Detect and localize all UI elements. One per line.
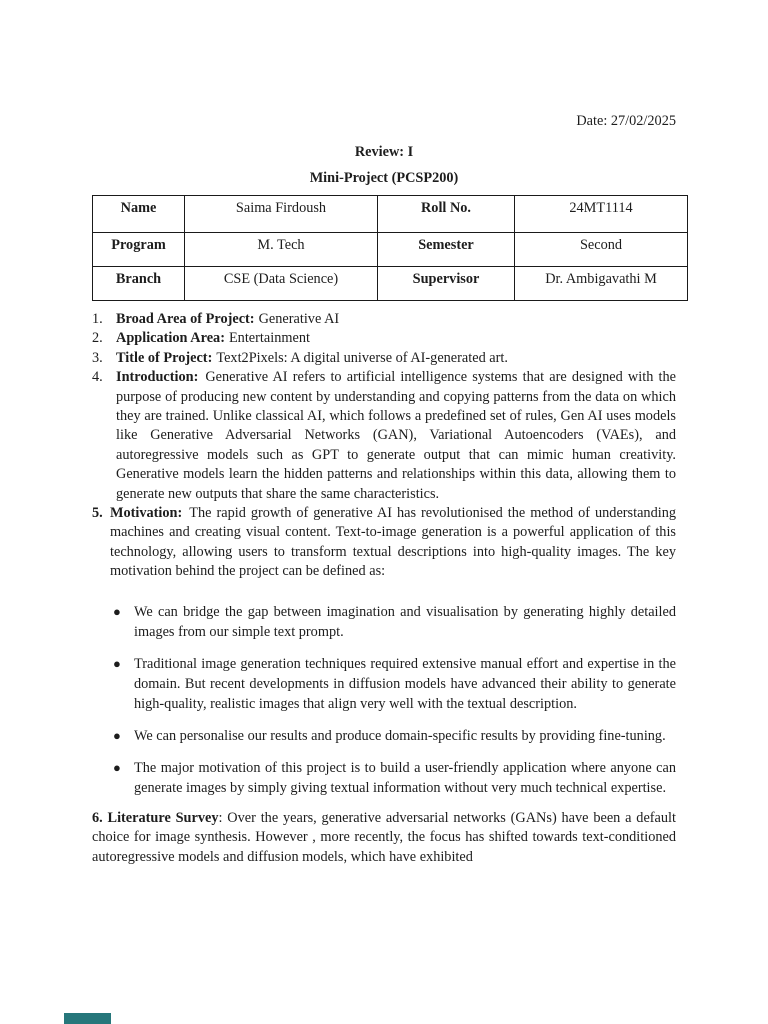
item-text: Generative AI refers to artificial intelligence systems that are designed with the purpose of producing new content by understanding and copying patterns from the data on which they are trained. Unlike classical AI, which follows a predefined set of rules, Gen AI uses models like Generative Adversarial Networks (GAN), Variational Autoencoders (VAEs), and autoregressive models such as GPT to generate output that can mimic human creativity. Generative models learn the hidden patterns and relationships within this data, allowing them to generate new outputs that share the same characteristics. [116, 369, 676, 502]
student-info-table [92, 195, 688, 301]
project-title: Mini-Project (PCSP200) [309, 170, 459, 186]
table-row [93, 267, 688, 301]
table-row [93, 196, 688, 233]
item-number: 2. [92, 330, 103, 347]
bullet-text: Traditional image generation techniques required extensive manual effort and expertise in the domain. But recent developments in diffusion models have advanced their ability to generate high-quality, realistic images that align very well with the textual description. [134, 655, 676, 712]
numbered-list [92, 310, 676, 582]
bullet-item [92, 758, 676, 798]
literature-survey-label: 6. Literature Survey [92, 809, 219, 826]
bullet-item [92, 726, 676, 746]
table-row [93, 233, 688, 267]
cell-name-value: Saima Firdoush [185, 196, 378, 233]
date-line: Date: 27/02/2025 [576, 113, 676, 129]
cell-program-value: M. Tech [185, 233, 378, 267]
item-text: Text2Pixels: A digital universe of AI-generated art. [216, 349, 508, 366]
item-number: 1. [92, 311, 103, 327]
literature-survey-paragraph [92, 809, 676, 867]
review-title: Review: I [354, 144, 414, 160]
item-label: Broad Area of Project: [116, 311, 255, 327]
cell-semester-value: Second [515, 233, 688, 267]
literature-survey-text: : Over the years, generative adversarial networks (GANs) have been a default choice for image synthesis. However , more recently, the focus has shifted towards text-conditioned autoregressive models and diffusion models, which have exhibited [92, 809, 676, 865]
bullet-icon: ● [113, 603, 121, 619]
numbered-item-application-area [92, 329, 676, 348]
teal-bar-artifact [64, 1013, 111, 1024]
item-text: Generative AI [258, 311, 340, 327]
cell-branch-label: Branch [93, 267, 185, 301]
cell-supervisor-label: Supervisor [378, 267, 515, 301]
item-text: The rapid growth of generative AI has revolutionised the method of understanding machines and creating visual content. Text-to-image generation is a powerful application of this technology, allowing users to transform textual descriptions into high-quality images. The key motivation behind the project can be defined as: [110, 505, 676, 580]
cell-semester-label: Semester [378, 233, 515, 267]
motivation-bullet-list [92, 602, 676, 798]
cell-name-label: Name [93, 196, 185, 233]
bullet-text: The major motivation of this project is to build a user-friendly application where anyone can generate images by simply giving textual information without very much technical expertise. [134, 759, 676, 796]
cell-rollno-label: Roll No. [378, 196, 515, 233]
item-text: Entertainment [228, 330, 310, 347]
cell-supervisor-value: Dr. Ambigavathi M [515, 267, 688, 301]
numbered-item-motivation [92, 504, 676, 582]
item-number: 4. [92, 369, 103, 386]
item-label: Introduction: [116, 369, 199, 386]
bullet-item [92, 602, 676, 642]
bullet-icon: ● [113, 727, 121, 743]
numbered-item-title-of-project [92, 349, 676, 368]
cell-rollno-value: 24MT1114 [515, 196, 688, 233]
item-number: 3. [92, 349, 103, 366]
item-label: Title of Project: [116, 349, 213, 366]
cell-program-label: Program [93, 233, 185, 267]
numbered-item-broad-area [92, 310, 676, 329]
bullet-text: We can personalise our results and produce domain-specific results by providing fine-tuning. [134, 727, 666, 744]
bullet-item [92, 654, 676, 714]
bullet-text: We can bridge the gap between imagination and visualisation by generating highly detailed images from our simple text prompt. [134, 603, 676, 640]
item-label: Application Area: [116, 330, 225, 347]
item-label: Motivation: [110, 505, 183, 522]
cell-branch-value: CSE (Data Science) [185, 267, 378, 301]
bullet-icon: ● [113, 655, 121, 671]
item-number: 5. [92, 505, 103, 522]
bullet-icon: ● [113, 759, 121, 775]
numbered-item-introduction [92, 368, 676, 504]
